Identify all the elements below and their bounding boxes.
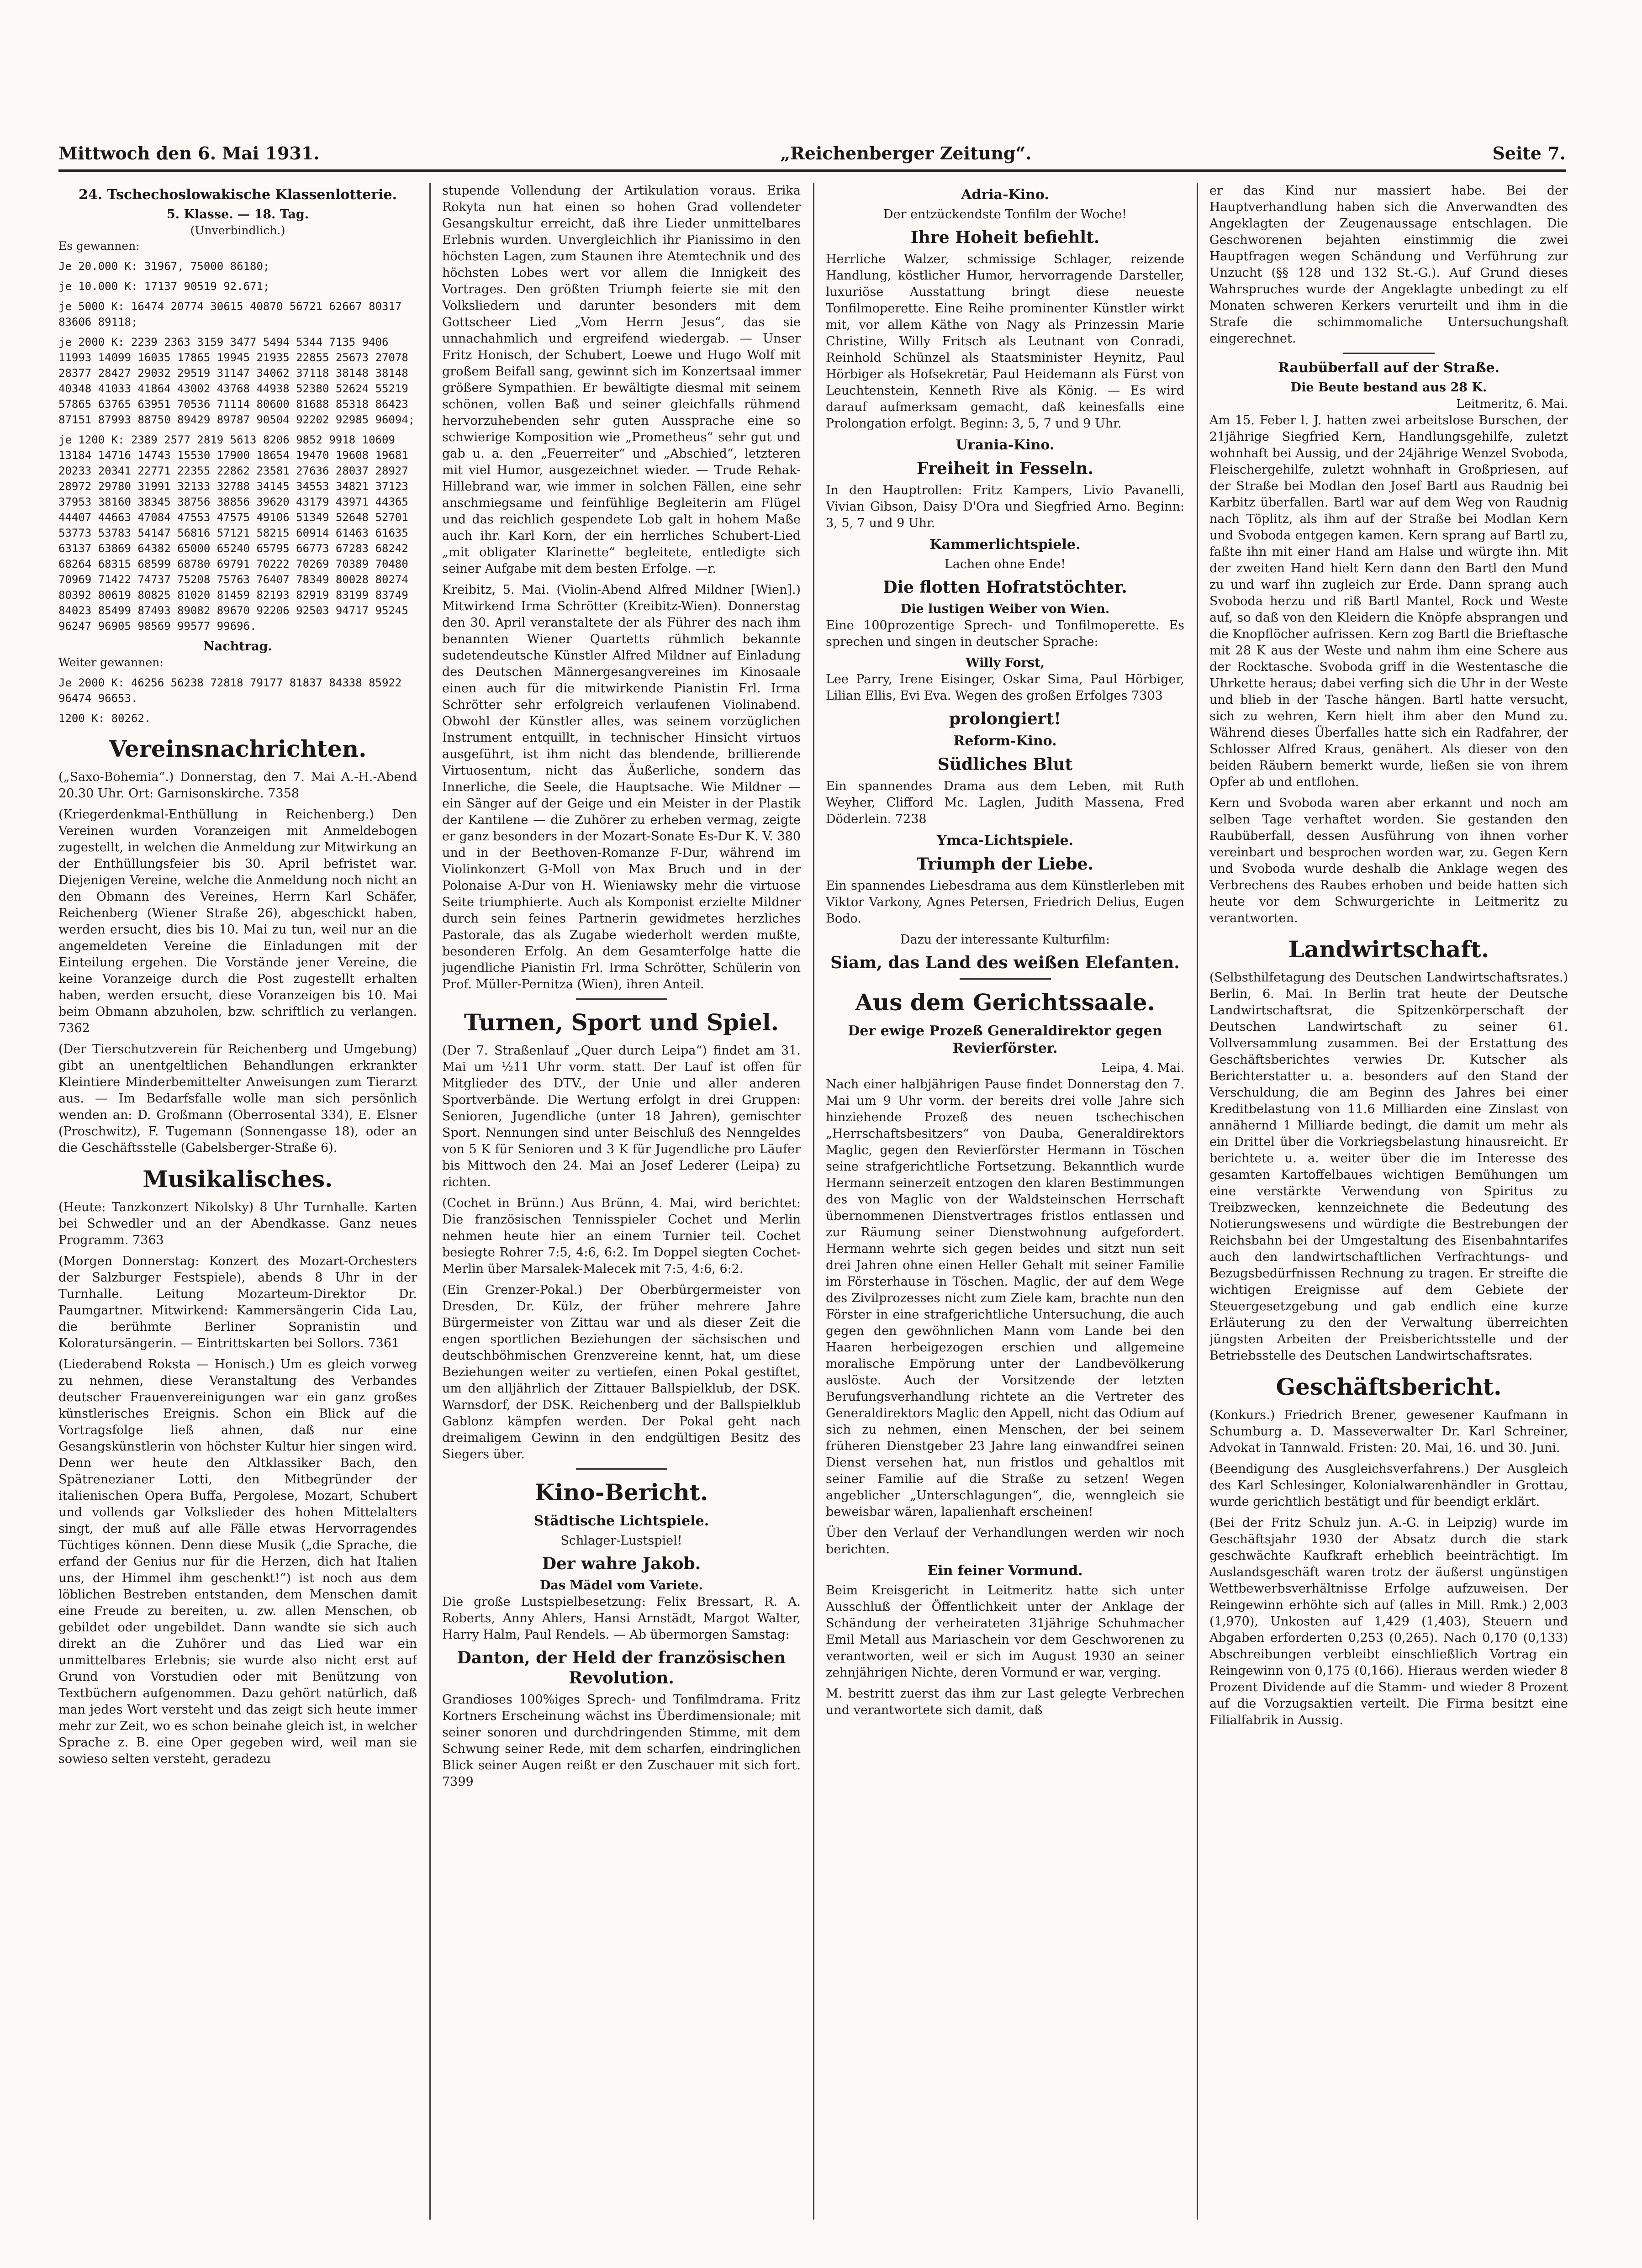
film-prolongiert: prolongiert!: [949, 709, 1061, 728]
cinema-name-adria: Adria-Kino.: [961, 187, 1049, 203]
column-separator: [429, 183, 431, 2220]
film-freiheit-text: In den Hauptrollen: Fritz Kampers, Livio Pavanelli, Vivian Gibson, Daisy D'Ora und Siegfried Arno. Beginn: 3, 5, 7 und 9 Uhr.: [826, 483, 1184, 530]
article-vormund-cont: M. bestritt zuerst das ihm zur Last gelegte Verbrechen und verantwortete sich damit, daß: [826, 1687, 1184, 1717]
article-ausgleich: (Beendigung des Ausgleichsverfahrens.) Der Ausgleich des Karl Schlesinger, Kolonialwarenhändler in Grottau, wurde gerichtlich bestätigt und für beendigt erklärt.: [1209, 1462, 1568, 1509]
article-fritz-schulz: (Bei der Fritz Schulz jun. A.-G. in Leipzig) wurde im Geschäftsjahr 1930 der Absatz durch die stark geschwächte Kaufkraft erheblich beeinträchtigt. Im Auslandsgeschäft waren trotz der äußerst ungünstigen Wettbewerbsverhältnisse Erfolge aufzuweisen. Der Reingewinn erhöhte sich auf (alles in Mill. Rmk.) 2,003 (1,970), Unkosten auf 1,429 (1,403), Steuern und Abgaben erforderten 0,253 (0,265). Nach 0,170 (0,133) Abschreibungen verbleibt einschließlich Vortrag ein Reingewinn von 0,175 (0,166). Hieraus werden wieder 8 Prozent Dividende auf die Stamm- und wieder 8 Prozent auf die Vorzugsaktien verteilt. Die Firma besitzt eine Filialfabrik in Aussig.: [1209, 1516, 1568, 1727]
section-title-musikalisches: Musikalisches.: [143, 1166, 333, 1192]
cinema-tagline: Schlager-Lustspiel!: [560, 1534, 682, 1548]
article-dateline-leipa: Leipa, 4. Mai.: [1101, 1061, 1184, 1075]
article-liederabend: (Liederabend Roksta — Honisch.) Um es gleich vorweg zu nehmen, diese Veranstaltung des Verbandes deutscher Frauenvereinigungen war ein ganz großes künstlerisches Ereignis. Schon ein Blick auf die Vortragsfolge ließ ahnen, daß nur eine Gesangskünstlerin von höchster Kultur hier singen wird. Denn wer heute den Altklassiker Bach, den Spätrenezianer Lotti, den Mitbegründer der italienischen Opera Buffa, Pergolese, Mozart, Schubert und vollends gar Volkslieder des hohen Mittelalters singt, der muß auf alle Fälle etwas Hervorragendes Tüchtiges können. Denn diese Musik („die Sprache, die erfand der Genius nur für die Herzen, dich hat Italien uns, der Himmel ihm geschenkt!“) ist noch aus dem löblichen Bestreben entstanden, dem Menschen damit eine Freude zu bereiten, u. zw. allen Menschen, ob gebildet oder ungebildet. Dann wandte sie sich auch direkt an die Zuhörer und das Lied war ein unmittelbares Erlebnis; sie wurde also nicht erst auf Grund von Vorstudien oder mit Benützung von Textbüchern aufgenommen. Dazu gehört natürlich, daß man jedes Wort versteht und das zeigt sich heute immer mehr zur Zeit, wo es schon beinahe gleich ist, in welcher Sprache z. B. eine Oper gegeben wird, weil man sie sowieso selten versteht, geradezu: [58, 1357, 417, 1766]
divider: [1343, 353, 1435, 354]
article-tierschutzverein: (Der Tierschutzverein für Reichenberg und Umgebung) gibt an unentgeltlichen Behandlungen erkrankter Kleintiere Minderbemittelter Anweisungen zum Tierarzt aus. — Im Bedarfsfalle wolle man sich persönlich wenden an: D. Großmann (Oberrosental 334), E. Elsner (Proschwitz), F. Tugemann (Sonnengasse 18), oder an die Geschäftsstelle (Gabelsberger-Straße 6).: [58, 1042, 417, 1155]
film-subtitle-weiber: Die lustigen Weiber von Wien.: [900, 602, 1110, 616]
film-title-hofratstoechter: Die flotten Hofratstöchter.: [883, 578, 1127, 597]
article-kriegerdenkmal: (Kriegerdenkmal-Enthüllung in Reichenberg.) Den Vereinen wurden Voranzeigen mit Anmeldebogen zugestellt, in welchen die Anmeldung zur Mitwirkung an der Enthüllungsfeier bis 30. April befristet war. Diejenigen Vereine, welche die Anmeldung noch nicht an den Obmann des Vereines, Herrn Karl Schäfer, Reichenberg (Wiener Straße 26), abgeschickt haben, werden ersucht, dies bis 10. Mai zu tun, weil nur an die angemeldeten Vereine die Einladungen mit der Einteilung ergehen. Die Vorstände jener Vereine, die keine Voranzeige durch die Post zugestellt erhalten haben, werden ersucht, diese Voranzeigen bis 10. Mai beim Obmann abzuholen, bzw. schriftlich zu verlangen. 7362: [58, 807, 417, 1035]
article-title-vormund: Ein feiner Vormund.: [927, 1563, 1083, 1579]
article-vormund-end: er das Kind nur massiert habe. Bei der Hauptverhandlung haben sich die Anverwandten des Angeklagten der Zeugenaussage entschlagen. Die Geschworenen bejahten einstimmig die zwei Hauptfragen wegen Schändung und Verführung zur Unzucht (§§ 128 und 132 St.-G.). Auf Grund dieses Wahrspruches wurde der Angeklagte unbedingt zu elf Monaten schweren Kerkers verurteilt und ihm in die Strafe die schimmomaliche Untersuchungshaft eingerechnet.: [1209, 184, 1568, 346]
cinema-name-urania: Urania-Kino.: [956, 437, 1055, 453]
lottery-nachtrag: Nachtrag.: [203, 639, 272, 654]
article-title-prozess: Der ewige Prozeß Generaldirektor gegen Revierförster.: [848, 1023, 1162, 1056]
article-prozess-text: Nach einer halbjährigen Pause findet Donnerstag den 7. Mai um 9 Uhr vorm. der bereits drei volle Jahre sich hinziehende Prozeß des neuen tschechischen „Herrschaftsbesitzers“ von Dauba, Generaldirektors Maglic, gegen den Revierförster Hermann in Töschen seine strafgerichtliche Fortsetzung. Bekanntlich wurde Hermann seinerzeit entzogen den klaren Bestimmungen des von Maglic von der Waldsteinschen Herrschaft übernommenen Dienstvertrages fristlos entlassen und zur Räumung seiner Dienstwohnung aufgefordert. Hermann wehrte sich gegen beides und sitzt nun seit drei Jahren ohne einen Heller Gehalt mit seiner Familie im Försterhause in Töschen. Maglic, der auf dem Wege des Zivilprozesses nicht zum Ziele kam, brachte nun den Förster in eine strafgerichtliche Untersuchung, die auch gegen den gewöhnlichen Mann vom Lande bei den Haaren herbeigezogen erschien und allgemeine moralische Empörung unter der Landbevölkerung auslöste. Auch der Vorsitzende der letzten Berufungsverhandlung richtete an die Vertreter des Generaldirektors Maglic den Appell, nicht das Odium auf sich zu nehmen, einen Menschen, der bei seinem früheren Dienstgeber 23 Jahre lang einwandfrei seinen Dienst versehen hat, nun fristlos und gehaltlos mit seiner Familie auf die Straße zu setzen! Wegen angeblicher „Unterschlagungen“, die, wenngleich sie beweisbar wären, lapalienhaft erscheinen!: [826, 1077, 1184, 1519]
article-kreibitz-violin: Kreibitz, 5. Mai. (Violin-Abend Alfred Mildner [Wien].) Mitwirkend Irma Schrötter (Kreibitz-Wien). Donnerstag den 30. April veranstaltete der als Führer des nach ihm benannten Wiener Quartetts rühmlich bekannte sudetendeutsche Künstler Alfred Mildner auf Einladung des Deutschen Männergesangvereines im Kinosaale einen auch für die mitwirkende Pianistin Frl. Irma Schrötter sehr erfolgreich verlaufenen Violinabend. Obwohl der Künstler alles, was seinem vorzüglichen Instrument entquillt, in technischer Hinsicht virtuos ausgeführt, ist ihm nicht das blendende, brillierende Virtuosentum, nicht das Äußerliche, sondern das Innerliche, die Seele, die Hauptsache. Wie Mildner — ein Sänger auf der Geige und ein Meister in der Plastik der Kantilene — die Zuhörer zu erheben vermag, zeigte er ganz besonders in der Mozart-Sonate Es-Dur K. V. 380 und in der Beethoven-Romanze F-Dur, während im Violinkonzert G-Moll von Max Bruch und in der Polonaise A-Dur von H. Wieniawsky mehr die virtuose Seite triumphierte. Auch als Komponist erzielte Mildner durch sein feines Partnerin gewidmetes herzliches Pastorale, das als Zugabe wiederholt werden mußte, besonderen Erfolg. An dem Gesamterfolge hatte die jugendliche Pianistin Frl. Irma Schrötter, Schülerin von Prof. Müller-Pernitza (Wien), ihren Anteil.: [442, 583, 801, 992]
lottery-numbers-1200: je 1200 K: 2389 2577 2819 5613 8206 9852 9918 10609 13184 14716 14743 15530 17900 18654 19470 19608 19681 20233 20341 22771 22355 22862 23581 27636 28037 28927 28972 29780 31991 32133 32788 34145 34553 34821 37123 37953 38160 38345 38756 38856 39620 43179 43971 44365 44407 44663 47084 47553 47575 49106 51349 52648 52701 53773 53783 54147 56816 57121 58215 60914 61463 61635 63137 63869 64382 65000 65240 65795 66773 67283 68242 68264 68315 68599 68780 69791 70222 70269 70389 70480 70969 71422 74737 75208 75763 76407 78349 80028 80274 80392 80619 80825 81020 81459 82193 82919 83199 83749 84023 85499 87493 89082 89670 92206 92503 94717 95245 96247 96905 98569 99577 99696.: [58, 433, 415, 633]
lottery-numbers-20000: Je 20.000 K: 31967, 75000 86180;: [58, 260, 270, 273]
film-title-triumph: Triumph der Liebe.: [916, 854, 1094, 874]
article-raub-text: Am 15. Feber l. J. hatten zwei arbeitslose Burschen, der 21jährige Siegfried Kern, Handlungsgehilfe, zuletzt wohnhaft bei Aussig, und der 24jährige Wenzel Svoboda, Fleischergehilfe, zuletzt wohnhaft in Großpriesen, auf der Straße bei Modlan den Josef Bartl aus Raudnig bei Karbitz überfallen. Bartl war auf dem Weg von Raudnig nach Töplitz, als ihm auf der Straße bei Modlan Kern und Svoboda entgegen kamen. Kern sprang auf Bartl zu, faßte ihn mit einer Hand am Halse und würgte ihn. Mit der zweiten Hand hielt Kern dann den Bartl den Mund zu und warf ihn zugleich zur Erde. Dann sprang auch Svoboda herzu und riß Bartl Mantel, Rock und Weste auf, so daß von den Kleidern die Knöpfe absprangen und die Knopflöcher aufrissen. Kern zog Bartl die Brieftasche mit 28 K aus der Weste und nahm ihm eine Schere aus der Rocktasche. Svoboda griff in die Westentasche die Uhrkette heraus; dabei verfing sich die Uhr in der Weste und blieb in der Tasche hängen. Bartl hatte versucht, sich zu wehren, Kern hielt ihm aber den Mund zu. Während dieses Überfalles hatte sich ein Radfahrer, der Schlosser Alfred Kraus, genähert. Als dieser von den beiden Räubern bemerkt wurde, ließen sie von ihrem Opfer ab und entflohen.: [1209, 413, 1568, 789]
lottery-title: 24. Tschechoslowakische Klassenlotterie.: [78, 187, 397, 203]
article-mozart-orchester: (Morgen Donnerstag: Konzert des Mozart-Orchesters der Salzburger Festspiele), abends 8 Uhr in der Turnhalle. Leitung Mozarteum-Direktor Dr. Paumgartner. Mitwirkend: Kammersängerin Cida Lau, die berühmte Berliner Sopranistin und Koloratursängerin. — Eintrittskarten bei Sollors. 7361: [58, 1254, 417, 1350]
article-cochet-bruenn: (Cochet in Brünn.) Aus Brünn, 4. Mai, wird berichtet: Die französischen Tennisspieler Cochet und Merlin nehmen heute hier an einem Turnier teil. Cochet besiegte Rohrer 7:5, 4:6, 6:2. Im Doppel siegten Cochet-Merlin über Marsalek-Malecek mit 7:5, 4:6, 6:2.: [442, 1196, 801, 1276]
page-header: [58, 137, 1566, 169]
cinema-name-staedtische: Städtische Lichtspiele.: [533, 1513, 709, 1529]
columns: [58, 183, 1579, 2220]
lottery-numbers-10000: je 10.000 K: 17137 90519 92.671;: [58, 280, 270, 293]
film-title-freiheit: Freiheit in Fesseln.: [916, 459, 1094, 478]
article-landwirtschaftsrat: (Selbsthilfetagung des Deutschen Landwirtschaftsrates.) Berlin, 6. Mai. In Berlin trat heute der Deutsche Landwirtschaftsrat, die Spitzenkörperschaft der Deutschen Landwirtschaft zu seiner 61. Vollversammlung zusammen. Bei der Erstattung des Geschäftsberichtes verwies Dr. Kutscher als Berichterstatter u. a. besonders auf den Stand der Verschuldung, die am Beginn des Jahres bei einer Kreditbelastung von 11.6 Milliarden eine Zinslast von annähernd 1 Milliarde bedingt, die damit um mehr als ein Drittel über die Vorkriegsbelastung hinausreicht. Er berichtete u. a. weiter über die im Interesse des gesamten Kartoffelbaues wichtigen Bemühungen um eine verstärkte Verwendung von Spiritus zu Treibzwecken, kennzeichnete die Bedeutung des Notierungswesens und würdigte die Bestrebungen der Reichsbahn bei der Umgestaltung des Eisenbahntarifes auch den landwirtschaftlichen Verfrachtungs- und Bezugsbedürfnissen Rechnung zu tragen. Er streifte die wichtigen Ereignisse auf dem Gebiete der Steuergesetzgebung und gab endlich eine kurze Erläuterung zu den der Verwaltung überreichten jüngsten Arbeiten der Preisberichtsstelle und der Betriebsstelle des Deutschen Landwirtschaftsrates.: [1209, 970, 1568, 1363]
lottery-nachtrag-1200: 1200 K: 80262.: [58, 712, 151, 725]
lottery-numbers-2000: je 2000 K: 2239 2363 3159 3477 5494 5344 7135 9406 11993 14099 16035 17865 19945 21935 22855 25673 27078 28377 28427 29032 29519 31147 34062 37118 38148 38148 40348 41033 41864 43002 43768 44938 52380 52624 55219 57865 63765 63951 70536 71114 80600 81688 85318 86423 87151 87993 88750 89429 89787 90504 92202 92985 96094;: [58, 336, 415, 426]
section-title-vereinsnachrichten: Vereinsnachrichten.: [109, 735, 367, 762]
article-konkurs: (Konkurs.) Friedrich Brener, gewesener Kaufmann in Schumburg a. D. Masseverwalter Dr. Karl Schreiner, Advokat in Tannwald. Fristen: 20. Mai, 16. und 30. Juni.: [1209, 1408, 1568, 1455]
section-title-sport: Turnen, Sport und Spiel.: [464, 1009, 779, 1036]
header-paper-name: „Reichenberger Zeitung“.: [780, 142, 1032, 164]
article-raub-cont: Kern und Svoboda waren aber erkannt und noch am selben Tage verhaftet worden. Sie gestanden den Raubüberfall, dessen Ausführung von ihnen vorher vereinbart und besprochen worden war, zu. Gegen Kern und Svoboda wurde deshalb die Anklage wegen des Verbrechens des Raubes erhoben und beide hatten sich heute vor dem Schwurgerichte in Leitmeritz zu verantworten.: [1209, 796, 1568, 925]
column-separator: [813, 183, 814, 2220]
film-title-wahre-jakob: Der wahre Jakob.: [542, 1554, 701, 1573]
film-title-suedliches-blut: Südliches Blut: [937, 755, 1073, 774]
cinema-name-ymca: Ymca-Lichtspiele.: [936, 833, 1074, 849]
cinema-name-kammerlichtspiele: Kammerlichtspiele.: [929, 537, 1081, 553]
article-liederabend-cont: stupende Vollendung der Artikulation voraus. Erika Rokyta nun hat einen so hohen Grad vollendeter Gesangskultur erreicht, daß ihre Lieder unmittelbares Erlebnis wurden. Unvergleichlich ihr Pianissimo in den höchsten Lagen, zum Staunen ihre Atemtechnik und des höchsten Lobes wert vor allem die Innigkeit des Vortrages. Den größten Triumph feierte sie mit den Volksliedern und darunter besonders mit dem Gottscheer Lied „Vom Herrn Jesus“, das sie unnachahmlich und ergreifend wiedergab. — Unser Fritz Honisch, der Schubert, Loewe und Hugo Wolf mit großem Beifall sang, gewinnt sich im Konzertsaal immer größere Sympathien. Er bewältigte diesmal mit seinem schönen, vollen Baß und seiner gleichfalls rühmend hervorzuhebenden sehr guten Aussprache eine so schwierige Komposition wie „Prometheus“ sehr gut und gab u. a. den „Feuerreiter“ und „Abschied“, letzteren mit viel Humor, ausgezeichnet wieder. — Trude Rehak-Hillebrand war, wie immer in solchen Fällen, eine sehr anschmiegsame und feinfühlige Begleiterin am Flügel und das reichlich gespendete Lob galt in hohem Maße auch ihr. Karl Korn, der ein herrliches Schubert-Lied „mit obligater Klarinette“ begleitete, entledigte sich seiner Aufgabe mit dem besten Erfolge. —r.: [442, 184, 801, 576]
header-page-number: Seite 7.: [1492, 142, 1566, 164]
divider: [576, 1468, 667, 1470]
article-vormund-text: Beim Kreisgericht in Leitmeritz hatte sich unter Ausschluß der Öffentlichkeit unter der Anklage der Schändung der verheirateten 31jährige Schuhmacher Emil Metall aus Mariaschein vor dem Geschworenen zu verantworten, weil er sich im August 1930 an seiner zehnjährigen Nichte, deren Vormund er war, verging.: [826, 1583, 1184, 1680]
film-suedliches-text: Ein spannendes Drama aus dem Leben, mit Ruth Weyher, Clifford Mc. Laglen, Judith Massena, Fred Döderlein. 7238: [826, 779, 1184, 826]
lottery-subtitle: 5. Klasse. — 18. Tag.: [166, 207, 309, 222]
cinema-kammer-tagline: Lachen ohne Ende!: [944, 557, 1066, 571]
column-separator: [1197, 183, 1198, 2220]
film-hoheit-text: Herrliche Walzer, schmissige Schlager, reizende Handlung, köstlicher Humor, hervorragende Darsteller, luxuriöse Ausstattung bringt diese neueste Tonfilmoperette. Eine Reihe prominenter Künstler wirkt mit, vor allem Käthe von Nagy als Prinzessin Marie Christine, Willy Fritsch als Leutnant von Conradi, Reinhold Schünzel als Staatsminister Heynitz, Paul Hörbiger als Hofsekretär, Paul Heidemann als Fürst von Leuchtenstein, Kenneth Rive als König. — Es wird darauf aufmerksam gemacht, daß keinesfalls eine Prolongation erfolgt. Beginn: 3, 5, 7 und 9 Uhr.: [826, 252, 1184, 431]
header-date: Mittwoch den 6. Mai 1931.: [58, 142, 320, 164]
column-4: [1209, 183, 1568, 2220]
film-triumph-text: Ein spannendes Liebesdrama aus dem Künstlerleben mit Viktor Varkony, Agnes Petersen, Friedrich Delius, Eugen Bodo.: [826, 879, 1184, 926]
article-title-raubueberfall: Raubüberfall auf der Straße.: [1278, 360, 1500, 376]
film-cast-text: Die große Lustspielbesetzung: Felix Bressart, R. A. Roberts, Anny Ahlers, Hansi Arnstädt, Margot Walter, Harry Halm, Paul Rendels. — Ab übermorgen Samstag:: [442, 1595, 801, 1642]
article-subtitle-beute: Die Beute bestand aus 28 K.: [1290, 380, 1487, 395]
divider: [576, 998, 667, 1000]
article-tanzkonzert: (Heute: Tanzkonzert Nikolsky) 8 Uhr Turnhalle. Karten bei Schwedler und an der Abendkasse. Ganz neues Programm. 7363: [58, 1200, 417, 1247]
lottery-numbers-5000: je 5000 K: 16474 20774 30615 40870 56721 62667 80317 83606 89118;: [58, 300, 408, 328]
film-danton-text: Grandioses 100%iges Sprech- und Tonfilmdrama. Fritz Kortners Erscheinung wächst ins Überdimensionale; mit seiner sonoren und durchdringenden Stimme, mit dem Schwung seiner Rede, mit dem scharfen, eindringlichen Blick seiner Augen reißt er den Zuschauer mit sich fort. 7399: [442, 1693, 801, 1789]
divider: [960, 978, 1051, 980]
column-3: [826, 183, 1184, 2220]
film-title-hoheit: Ihre Hoheit befiehlt.: [910, 228, 1100, 247]
column-2: [442, 183, 801, 2220]
film-title-danton: Danton, der Held der französischen Revolution.: [457, 1648, 786, 1688]
header-rule: [58, 169, 1566, 172]
lottery-weiter-label: Weiter gewannen:: [58, 656, 164, 669]
film-kulturfilm-label: Dazu der interessante Kulturfilm:: [900, 933, 1110, 947]
lottery-nachtrag-2000: Je 2000 K: 46256 56238 72818 79177 81837 84338 85922 96474 96653.: [58, 676, 408, 705]
film-hofrat-cast: Lee Parry, Irene Eisinger, Oskar Sima, Paul Hörbiger, Lilian Ellis, Evi Eva. Wegen des großen Erfolges 7303: [826, 672, 1184, 703]
article-strassenlauf: (Der 7. Straßenlauf „Quer durch Leipa“) findet am 31. Mai um ½11 Uhr vorm. statt. Der Lauf ist offen für Mitglieder des DTV., der Unie und aller anderen Sportverbände. Die Wertung erfolgt in drei Gruppen: Senioren, Jugendliche (unter 18 Jahren), gemischter Sport. Nennungen sind unter Beischluß des Nenngeldes von 5 K für Senioren und 3 K für Jugendliche pro Läufer bis Mittwoch den 24. Mai an Josef Lederer (Leipa) zu richten.: [442, 1044, 801, 1189]
column-1: [58, 183, 417, 2220]
film-title-siam: Siam, das Land des weißen Elefanten.: [830, 953, 1180, 972]
section-title-kino: Kino-Bericht.: [534, 1479, 708, 1506]
section-title-landwirtschaft: Landwirtschaft.: [1288, 936, 1489, 963]
section-title-geschaeftsbericht: Geschäftsbericht.: [1276, 1373, 1502, 1400]
cinema-adria-tagline: Der entzückendste Tonfilm der Woche!: [883, 207, 1127, 222]
article-dateline-leitmeritz: Leitmeritz, 6. Mai.: [1456, 397, 1568, 411]
lottery-note: (Unverbindlich.): [190, 224, 285, 237]
film-star: Willy Forst,: [966, 656, 1045, 670]
cinema-name-reform: Reform-Kino.: [953, 733, 1057, 749]
film-hofrat-text: Eine 100prozentige Sprech- und Tonfilmoperette. Es sprechen und singen in deutscher Sprache:: [826, 618, 1184, 649]
film-subtitle: Das Mädel vom Variete.: [540, 1578, 703, 1593]
section-title-gerichtssaal: Aus dem Gerichtssaale.: [855, 989, 1155, 1016]
lottery-won-label: Es gewannen:: [58, 239, 140, 253]
article-grenzer-pokal: (Ein Grenzer-Pokal.) Der Oberbürgermeister von Dresden, Dr. Külz, der früher mehrere Jahre Bürgermeister von Zittau war und als dieser Zeit die engen sportlichen Beziehungen der sächsischen und deutschböhmischen Grenzvereine kennt, hat, um diese Beziehungen weiter zu vertiefen, einen Pokal gestiftet, um den alljährlich der Zittauer Ballspielklub, der DSK. Warnsdorf, der DSK. Reichenberg und der Ballspielklub Gablonz kämpfen werden. Der Pokal geht nach dreimaligem Gewinn in den endgültigen Besitz des Siegers über.: [442, 1283, 801, 1461]
article-prozess-end: Über den Verlauf der Verhandlungen werden wir noch berichten.: [826, 1526, 1184, 1556]
article-saxo-bohemia: („Saxo-Bohemia“.) Donnerstag, den 7. Mai A.-H.-Abend 20.30 Uhr. Ort: Garnisonskirche. 7358: [58, 770, 417, 801]
